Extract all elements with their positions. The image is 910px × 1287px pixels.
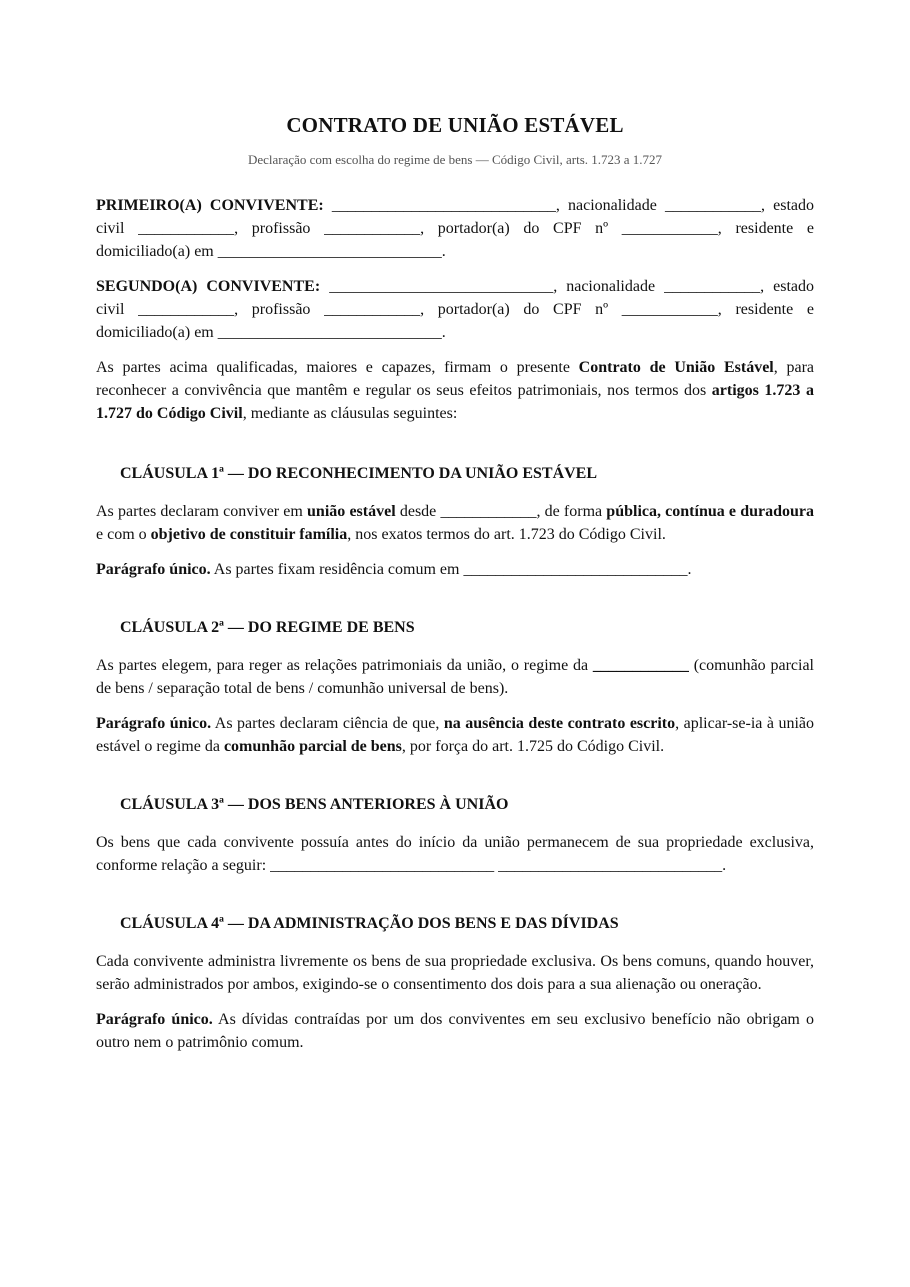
intro-text-2: , para reconhecer a convivência que mantêm e regular os seus efeitos patrimoniais, nos termos dos xyxy=(96,359,815,399)
clause-4-paragraph-text: As dívidas contraídas por um dos conviventes em seu exclusivo benefício não obrigam o outro nem o patrimônio comum. xyxy=(96,1011,814,1051)
clause-2-body xyxy=(96,654,814,700)
document-subtitle: Declaração com escolha do regime de bens — Código Civil, arts. 1.723 a 1.727 xyxy=(247,152,663,167)
clause-1-text-2: desde ____________, de forma xyxy=(395,503,607,520)
clause-2-paragraph-text-2: , aplicar-se-ia à união estável o regime da xyxy=(96,715,815,755)
intro-text-1: As partes acima qualificadas, maiores e capazes, firmam o presente xyxy=(96,359,579,376)
second-party-paragraph xyxy=(96,275,814,344)
clause-2-paragraph-bold-1: na ausência deste contrato escrito xyxy=(443,715,676,732)
first-party-label: PRIMEIRO(A) CONVIVENTE: xyxy=(96,197,324,214)
clause-1-body xyxy=(96,500,814,546)
clause-1-heading: CLÁUSULA 1ª — DO RECONHECIMENTO DA UNIÃO ESTÁVEL xyxy=(120,465,598,482)
clause-2-paragraph-text-1: As partes declaram ciência de que, xyxy=(211,715,444,732)
clause-4-paragraph xyxy=(96,1008,814,1054)
clause-2-text-1: As partes elegem, para reger as relações patrimoniais da união, o regime da xyxy=(96,657,593,674)
clause-1-paragraph-label: Parágrafo único. xyxy=(96,561,211,578)
clause-4-heading: CLÁUSULA 4ª — DA ADMINISTRAÇÃO DOS BENS E DAS DÍVIDAS xyxy=(120,915,619,932)
clause-2-heading: CLÁUSULA 2ª — DO REGIME DE BENS xyxy=(120,619,415,636)
first-party-paragraph xyxy=(96,194,814,263)
clause-2-text-2: (comunhão parcial de bens / separação total de bens / comunhão universal de bens). xyxy=(96,657,814,697)
intro-bold-1: Contrato de União Estável xyxy=(578,359,774,376)
clause-4-paragraph-label: Parágrafo único. xyxy=(96,1011,213,1028)
clause-2-paragraph-bold-2: comunhão parcial de bens xyxy=(223,738,402,755)
clause-2-paragraph-label: Parágrafo único. xyxy=(96,715,212,732)
clause-4-body: Cada convivente administra livremente os bens de sua propriedade exclusiva. Os bens comuns, quando houver, serão administrados por ambos, exigindo-se o consentimento dos dois para a sua alienação ou oneração. xyxy=(96,953,814,993)
document-title: CONTRATO DE UNIÃO ESTÁVEL xyxy=(286,113,624,137)
clause-3-heading: CLÁUSULA 3ª — DOS BENS ANTERIORES À UNIÃO xyxy=(120,796,509,813)
intro-bold-2: artigos 1.723 a 1.727 do Código Civil xyxy=(96,382,814,422)
first-party-text: ____________________________, nacionalidade ____________, estado civil ____________, profissão ____________, portador(a) do CPF nº ____________, residente e domiciliado(a) em ____________________________. xyxy=(96,197,814,260)
clause-1-paragraph-text: As partes fixam residência comum em ____________________________. xyxy=(210,561,692,578)
clause-1-text-3: e com o xyxy=(96,526,151,543)
second-party-label: SEGUNDO(A) CONVIVENTE: xyxy=(96,278,321,295)
intro-paragraph xyxy=(96,356,814,425)
clause-1-text-4: , nos exatos termos do art. 1.723 do Código Civil. xyxy=(347,526,666,543)
clause-1-bold-3: objetivo de constituir família xyxy=(150,526,348,543)
intro-text-3: , mediante as cláusulas seguintes: xyxy=(242,405,458,422)
clause-1-text-1: As partes declaram conviver em xyxy=(96,503,308,520)
clause-1-bold-1: união estável xyxy=(307,503,396,520)
clause-2-bold-1: ____________ xyxy=(592,657,689,674)
clause-2-paragraph xyxy=(96,712,814,758)
clause-1-bold-2: pública, contínua e duradoura xyxy=(606,503,814,520)
second-party-text: ____________________________, nacionalidade ____________, estado civil ____________, profissão ____________, portador(a) do CPF nº ____________, residente e domiciliado(a) em ____________________________. xyxy=(96,278,814,341)
clause-3-body: Os bens que cada convivente possuía antes do início da união permanecem de sua propriedade exclusiva, conforme relação a seguir: ____________________________ ____________________________. xyxy=(96,834,814,874)
clause-2-paragraph-text-3: , por força do art. 1.725 do Código Civil. xyxy=(401,738,665,755)
clause-1-paragraph xyxy=(96,558,814,581)
